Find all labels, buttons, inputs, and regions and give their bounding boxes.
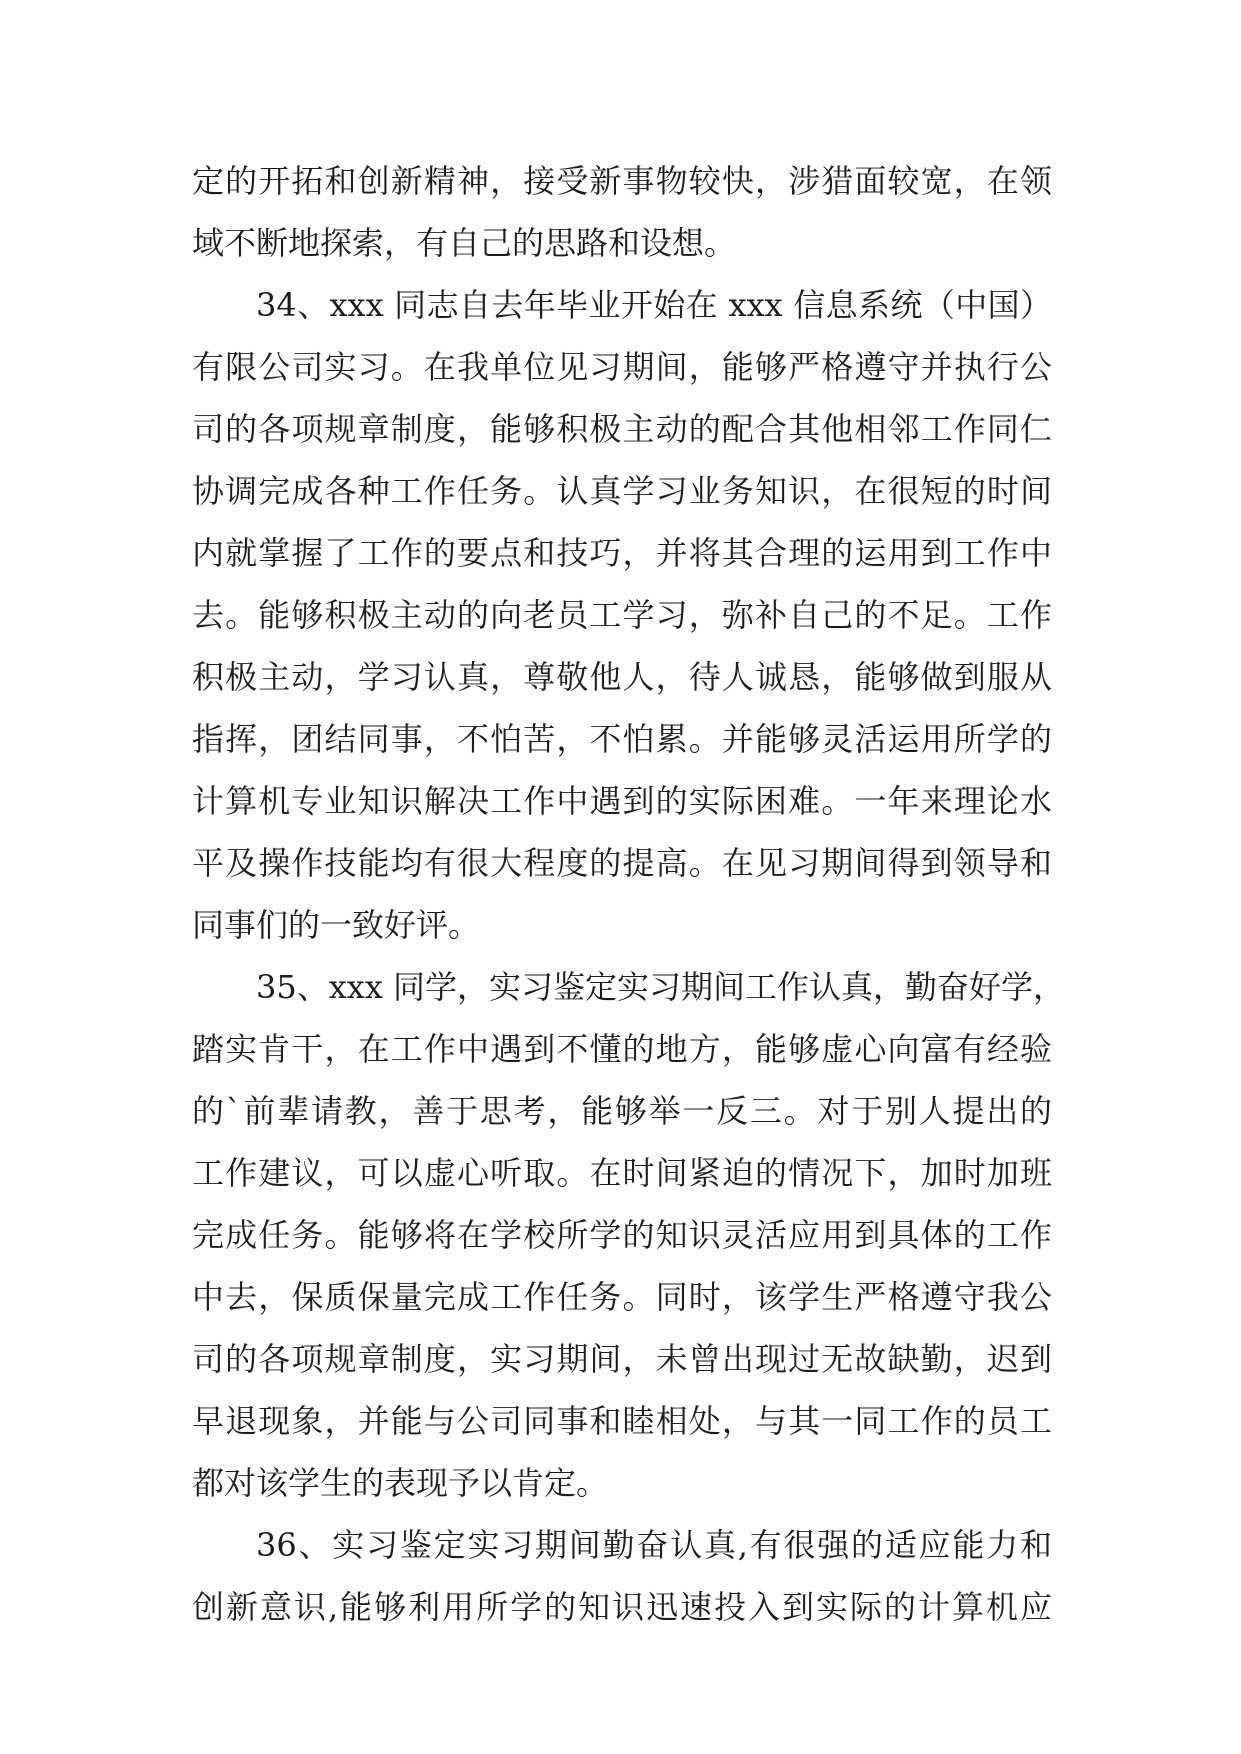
text-line: 去。能够积极主动的向老员工学习，弥补自己的不足。工作 (192, 596, 1052, 634)
text-line: 36、实习鉴定实习期间勤奋认真,有很强的适应能力和 (256, 1526, 1052, 1564)
text-line: 域不断地探索，有自己的思路和设想。 (192, 224, 737, 262)
text-line: 创新意识,能够利用所学的知识迅速投入到实际的计算机应 (192, 1588, 1052, 1626)
paragraph-34 (192, 274, 1052, 956)
text-line: 内就掌握了工作的要点和技巧，并将其合理的运用到工作中 (192, 534, 1052, 572)
paragraph-36 (192, 1514, 1052, 1638)
text-line: 同事们的一致好评。 (192, 906, 481, 944)
text-line: 踏实肯干，在工作中遇到不懂的地方，能够虚心向富有经验 (192, 1030, 1052, 1068)
text-line: 工作建议，可以虚心听取。在时间紧迫的情况下，加时加班 (192, 1154, 1052, 1192)
text-line: 积极主动，学习认真，尊敬他人，待人诚恳，能够做到服从 (192, 658, 1052, 696)
text-line: 定的开拓和创新精神，接受新事物较快，涉猎面较宽，在领 (192, 162, 1052, 200)
text-line: 的`前辈请教，善于思考，能够举一反三。对于别人提出的 (192, 1092, 1052, 1130)
text-line: 司的各项规章制度，能够积极主动的配合其他相邻工作同仁 (192, 410, 1052, 448)
text-line: 完成任务。能够将在学校所学的知识灵活应用到具体的工作 (192, 1216, 1052, 1254)
text-line: 司的各项规章制度，实习期间，未曾出现过无故缺勤，迟到 (192, 1340, 1052, 1378)
text-line: 中去，保质保量完成工作任务。同时，该学生严格遵守我公 (192, 1278, 1052, 1316)
text-line: 有限公司实习。在我单位见习期间，能够严格遵守并执行公 (192, 348, 1052, 386)
text-line: 早退现象，并能与公司同事和睦相处，与其一同工作的员工 (192, 1402, 1052, 1440)
text-line: 35、xxx 同学，实习鉴定实习期间工作认真，勤奋好学， (256, 968, 1066, 1006)
paragraph-continuation (192, 150, 1052, 274)
paragraph-35 (192, 956, 1066, 1514)
text-line: 协调完成各种工作任务。认真学习业务知识，在很短的时间 (192, 472, 1052, 510)
document-page (192, 150, 1066, 1638)
text-line: 计算机专业知识解决工作中遇到的实际困难。一年来理论水 (192, 782, 1052, 820)
text-line: 平及操作技能均有很大程度的提高。在见习期间得到领导和 (192, 844, 1052, 882)
text-line: 指挥，团结同事，不怕苦，不怕累。并能够灵活运用所学的 (192, 720, 1052, 758)
text-line: 都对该学生的表现予以肯定。 (192, 1464, 609, 1502)
text-line: 34、xxx 同志自去年毕业开始在 xxx 信息系统（中国） (256, 286, 1052, 324)
